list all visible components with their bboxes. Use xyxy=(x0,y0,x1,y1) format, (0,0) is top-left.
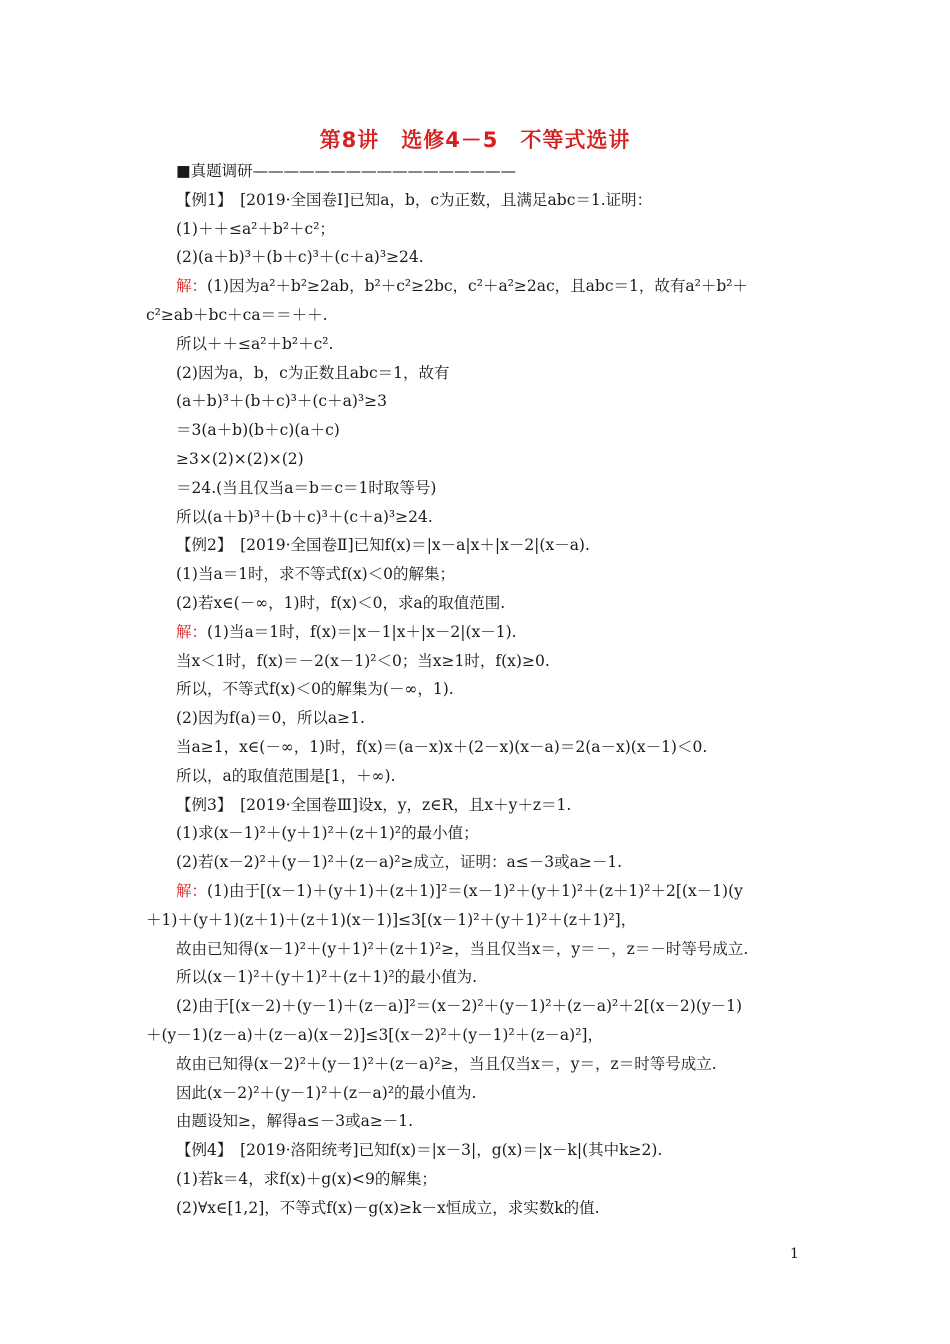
line-text: (1)因为a²＋b²≥2ab，b²＋c²≥2bc，c²＋a²≥2ac，且abc＝1，故有a²＋b²＋ xyxy=(207,277,748,296)
line-text: (1)若k＝4，求f(x)＋g(x)<9的解集； xyxy=(176,1169,437,1188)
text-line xyxy=(146,675,810,704)
page-title: 第8讲 选修4－5 不等式选讲 xyxy=(319,128,631,152)
text-line xyxy=(146,1107,810,1136)
text-line xyxy=(146,848,810,877)
text-line xyxy=(146,330,810,359)
line-text: 所以，a的取值范围是[1，＋∞). xyxy=(176,766,396,785)
text-line xyxy=(146,503,810,532)
text-line xyxy=(146,733,810,762)
line-text: (2)若x∈(－∞，1)时，f(x)＜0，求a的取值范围. xyxy=(176,593,506,612)
line-text: (2)因为f(a)＝0，所以a≥1. xyxy=(176,709,365,728)
line-text: (a＋b)³＋(b＋c)³＋(c＋a)³≥3 xyxy=(176,392,387,411)
line-text: (1)由于[(x－1)＋(y＋1)＋(z＋1)]²＝(x－1)²＋(y＋1)²＋(z＋1)²＋2[(x－1)(y xyxy=(207,881,743,900)
text-line xyxy=(146,618,810,647)
line-text: (2)∀x∈[1,2]，不等式f(x)－g(x)≥k－x恒成立，求实数k的值. xyxy=(176,1198,600,1217)
text-line xyxy=(146,877,810,906)
line-text: 【例3】 [2019·全国卷Ⅲ]设x，y，z∈R，且x＋y＋z＝1. xyxy=(176,795,572,814)
text-line xyxy=(146,935,810,964)
line-text: 所以＋＋≤a²＋b²＋c². xyxy=(176,334,334,353)
text-line xyxy=(146,387,810,416)
text-line xyxy=(146,560,810,589)
line-text: 【例2】 [2019·全国卷Ⅱ]已知f(x)＝|x－a|x＋|x－2|(x－a). xyxy=(176,536,590,555)
line-text: ≥3×(2)×(2)×(2) xyxy=(176,449,304,468)
solution-label: 解： xyxy=(176,622,208,641)
text-line xyxy=(146,186,810,215)
text-line xyxy=(146,157,810,186)
text-line xyxy=(146,531,810,560)
line-text: ＝3(a＋b)(b＋c)(a＋c) xyxy=(176,421,340,440)
solution-label: 解： xyxy=(176,881,208,900)
line-text: (2)(a＋b)³＋(b＋c)³＋(c＋a)³≥24. xyxy=(176,248,424,267)
text-line xyxy=(146,704,810,733)
line-text: ＋(y－1)(z－a)＋(z－a)(x－2)]≤3[(x－2)²＋(y－1)²＋(z－a)²]， xyxy=(146,1025,603,1044)
line-text: (2)因为a，b，c为正数且abc＝1，故有 xyxy=(176,363,450,382)
text-line xyxy=(146,243,810,272)
text-line xyxy=(146,445,810,474)
text-line xyxy=(146,762,810,791)
line-text: ＝24.(当且仅当a＝b＝c＝1时取等号) xyxy=(176,478,437,497)
solution-label: 解： xyxy=(176,277,208,296)
text-line xyxy=(146,416,810,445)
text-line xyxy=(146,791,810,820)
text-line xyxy=(146,647,810,676)
text-line xyxy=(146,272,810,301)
line-text: 由题设知≥，解得a≤－3或a≥－1. xyxy=(176,1112,414,1131)
line-text: 【例1】 [2019·全国卷Ⅰ]已知a，b，c为正数，且满足abc＝1.证明： xyxy=(176,190,653,209)
line-text: (2)若(x－2)²＋(y－1)²＋(z－a)²≥成立，证明：a≤－3或a≥－1. xyxy=(176,853,623,872)
text-line xyxy=(146,963,810,992)
line-text: 当x＜1时，f(x)＝－2(x－1)²＜0；当x≥1时，f(x)≥0. xyxy=(176,651,550,670)
text-line xyxy=(146,474,810,503)
text-line xyxy=(146,589,810,618)
line-text: 因此(x－2)²＋(y－1)²＋(z－a)²的最小值为. xyxy=(176,1083,477,1102)
text-line xyxy=(146,1194,810,1223)
line-text: (1)当a＝1时，求不等式f(x)＜0的解集； xyxy=(176,565,455,584)
line-text: 所以(a＋b)³＋(b＋c)³＋(c＋a)³≥24. xyxy=(176,507,433,526)
line-text: ＋1)＋(y＋1)(z＋1)＋(z＋1)(x－1)]≤3[(x－1)²＋(y＋1)²＋(z＋1)²]， xyxy=(146,910,637,929)
text-line xyxy=(146,992,810,1021)
document-body xyxy=(146,157,810,1222)
line-text: (2)由于[(x－2)＋(y－1)＋(z－a)]²＝(x－2)²＋(y－1)²＋(z－a)²＋2[(x－2)(y－1) xyxy=(176,997,743,1016)
line-text: 故由已知得(x－2)²＋(y－1)²＋(z－a)²≥，当且仅当x＝，y＝，z＝时等号成立. xyxy=(176,1054,717,1073)
line-text: 所以，不等式f(x)＜0的解集为(－∞，1). xyxy=(176,680,454,699)
text-line xyxy=(146,1165,810,1194)
line-text: 当a≥1，x∈(－∞，1)时，f(x)＝(a－x)x＋(2－x)(x－a)＝2(a－x)(x－1)＜0. xyxy=(176,737,708,756)
line-text: ■真题调研————————————————— xyxy=(176,162,517,180)
page-number: 1 xyxy=(790,1246,799,1262)
line-text: (1)当a＝1时，f(x)＝|x－1|x＋|x－2|(x－1). xyxy=(207,622,517,641)
text-line xyxy=(146,215,810,244)
text-line xyxy=(146,1079,810,1108)
line-text: 故由已知得(x－1)²＋(y＋1)²＋(z＋1)²≥，当且仅当x＝，y＝－，z＝－时等号成立. xyxy=(176,939,749,958)
line-text: c²≥ab＋bc＋ca＝＝＋＋. xyxy=(146,305,328,324)
text-line xyxy=(146,1136,810,1165)
text-line xyxy=(146,819,810,848)
text-line xyxy=(146,906,810,935)
text-line xyxy=(146,1050,810,1079)
line-text: (1)求(x－1)²＋(y＋1)²＋(z＋1)²的最小值； xyxy=(176,824,479,843)
line-text: 【例4】 [2019·洛阳统考]已知f(x)＝|x－3|，g(x)＝|x－k|(其中k≥2). xyxy=(176,1141,663,1160)
text-line xyxy=(146,301,810,330)
line-text: 所以(x－1)²＋(y＋1)²＋(z＋1)²的最小值为. xyxy=(176,968,478,987)
text-line xyxy=(146,1021,810,1050)
line-text: (1)＋＋≤a²＋b²＋c²； xyxy=(176,219,335,238)
text-line xyxy=(146,359,810,388)
